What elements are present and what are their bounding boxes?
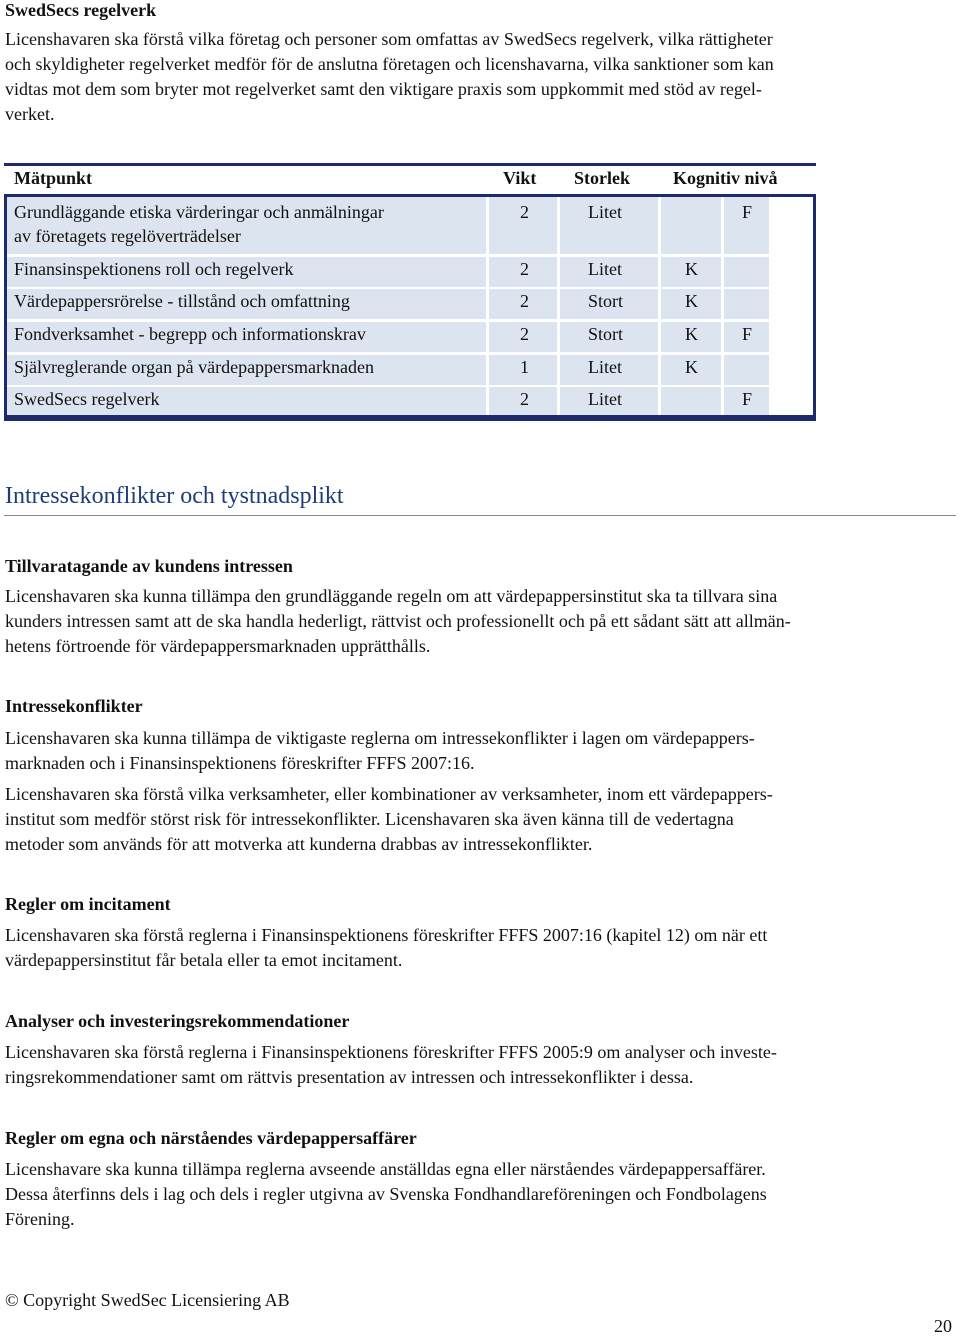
page-number: 20: [934, 1316, 952, 1336]
row-matpunkt: Finansinspektionens roll och regelverk: [14, 259, 294, 279]
page-heading: SwedSecs regelverk: [5, 0, 157, 20]
section-title: Intressekonflikter och tystnadsplikt: [5, 483, 344, 509]
row-vikt: 2: [520, 202, 529, 222]
intro-line: verket.: [5, 104, 55, 124]
text-line: Licenshavaren ska förstå vilka verksamheter, eller kombinationer av verksamheter, inom ett värdepappers-: [5, 784, 773, 804]
row-vikt: 2: [520, 324, 529, 344]
row-k: K: [685, 324, 698, 344]
paragraph-analyser: [5, 1040, 953, 1090]
row-f: F: [742, 389, 753, 409]
text-line: marknaden och i Finansinspektionens föreskrifter FFFS 2007:16.: [5, 753, 475, 773]
row-storlek: Litet: [588, 389, 622, 409]
text-line: kunders intressen samt att de ska handla hederligt, rättvist och professionellt och på ett sådant sätt att allmän-: [5, 611, 791, 631]
row-vikt: 2: [520, 389, 529, 409]
header-kognitiv: Kognitiv nivå: [673, 168, 778, 188]
subheading-kundens-intressen: Tillvaratagande av kundens intressen: [5, 556, 293, 576]
subheading-intressekonflikter: Intressekonflikter: [5, 696, 143, 716]
row-matpunkt: SwedSecs regelverk: [14, 389, 160, 409]
table-cell-bg: [724, 257, 769, 287]
section-divider: [4, 515, 956, 516]
text-line: Dessa återfinns dels i lag och dels i regler utgivna av Svenska Fondhandlareföreningen och Fondbolagens: [5, 1184, 767, 1204]
row-vikt: 2: [520, 291, 529, 311]
table-cell-bg: [661, 387, 721, 415]
row-matpunkt: Värdepappersrörelse - tillstånd och omfattning: [14, 291, 350, 311]
row-f: F: [742, 324, 753, 344]
table-cell-bg: [724, 355, 769, 385]
row-k: K: [685, 259, 698, 279]
intro-paragraph: [5, 27, 953, 127]
text-line: Licenshavaren ska förstå reglerna i Finansinspektionens föreskrifter FFFS 2005:9 om analyser och investe-: [5, 1042, 777, 1062]
paragraph-kundens-intressen: [5, 584, 953, 659]
table-cell-bg: [661, 197, 721, 254]
row-matpunkt-cont: av företagets regelöverträdelser: [14, 226, 241, 246]
row-matpunkt: Fondverksamhet - begrepp och informationskrav: [14, 324, 366, 344]
row-vikt: 2: [520, 259, 529, 279]
text-line: metoder som används för att motverka att kunderna drabbas av intressekonflikter.: [5, 834, 593, 854]
row-vikt: 1: [520, 357, 529, 377]
text-line: Licenshavaren ska kunna tillämpa den grundläggande regeln om att värdepappersinstitut ska ta tillvara sina: [5, 586, 778, 606]
row-storlek: Litet: [588, 357, 622, 377]
text-line: Licenshavaren ska förstå reglerna i Finansinspektionens föreskrifter FFFS 2007:16 (kapitel 12) om när ett: [5, 925, 768, 945]
header-storlek: Storlek: [574, 168, 630, 188]
copyright-footer: © Copyright SwedSec Licensiering AB: [5, 1290, 290, 1310]
intro-line: vidtas mot dem som bryter mot regelverket samt den viktigare praxis som uppkommit med stöd av regel-: [5, 79, 762, 99]
paragraph-intressekonflikter: [5, 726, 953, 776]
text-line: Licenshavaren ska kunna tillämpa de viktigaste reglerna om intressekonflikter i lagen om värdepappers-: [5, 728, 755, 748]
row-storlek: Stort: [588, 291, 624, 311]
row-storlek: Litet: [588, 259, 622, 279]
row-k: K: [685, 357, 698, 377]
row-f: F: [742, 202, 753, 222]
subheading-incitament: Regler om incitament: [5, 894, 171, 914]
intro-line: Licenshavaren ska förstå vilka företag och personer som omfattas av SwedSecs regelverk, vilka rättigheter: [5, 29, 773, 49]
row-storlek: Litet: [588, 202, 622, 222]
text-line: värdepappersinstitut får betala eller ta emot incitament.: [5, 950, 403, 970]
text-line: institut som medför störst risk för intressekonflikter. Licenshavaren ska även känna till de vedertagna: [5, 809, 734, 829]
text-line: Licenshavare ska kunna tillämpa reglerna avseende anställdas egna eller närståendes värdepappersaffärer.: [5, 1159, 766, 1179]
row-storlek: Stort: [588, 324, 624, 344]
table-cell-bg: [724, 289, 769, 319]
row-matpunkt: Grundläggande etiska värderingar och anmälningar: [14, 202, 384, 222]
text-line: hetens förtroende för värdepappersmarknaden upprätthålls.: [5, 636, 431, 656]
subheading-analyser: Analyser och investeringsrekommendationer: [5, 1011, 350, 1031]
row-matpunkt: Självreglerande organ på värdepappersmarknaden: [14, 357, 375, 377]
paragraph-intressekonflikter-2: [5, 782, 953, 857]
header-matpunkt: Mätpunkt: [14, 168, 93, 188]
subheading-egna-affarer: Regler om egna och närståendes värdepappersaffärer: [5, 1128, 417, 1148]
paragraph-egna-affarer: [5, 1157, 953, 1232]
text-line: ringsrekommendationer samt om rättvis presentation av intressen och intressekonflikter i dessa.: [5, 1067, 694, 1087]
intro-line: och skyldigheter regelverket medför för de anslutna företagen och licenshavarna, vilka sanktioner som kan: [5, 54, 774, 74]
text-line: Förening.: [5, 1209, 75, 1229]
row-k: K: [685, 291, 698, 311]
paragraph-incitament: [5, 923, 953, 973]
header-vikt: Vikt: [503, 168, 537, 188]
